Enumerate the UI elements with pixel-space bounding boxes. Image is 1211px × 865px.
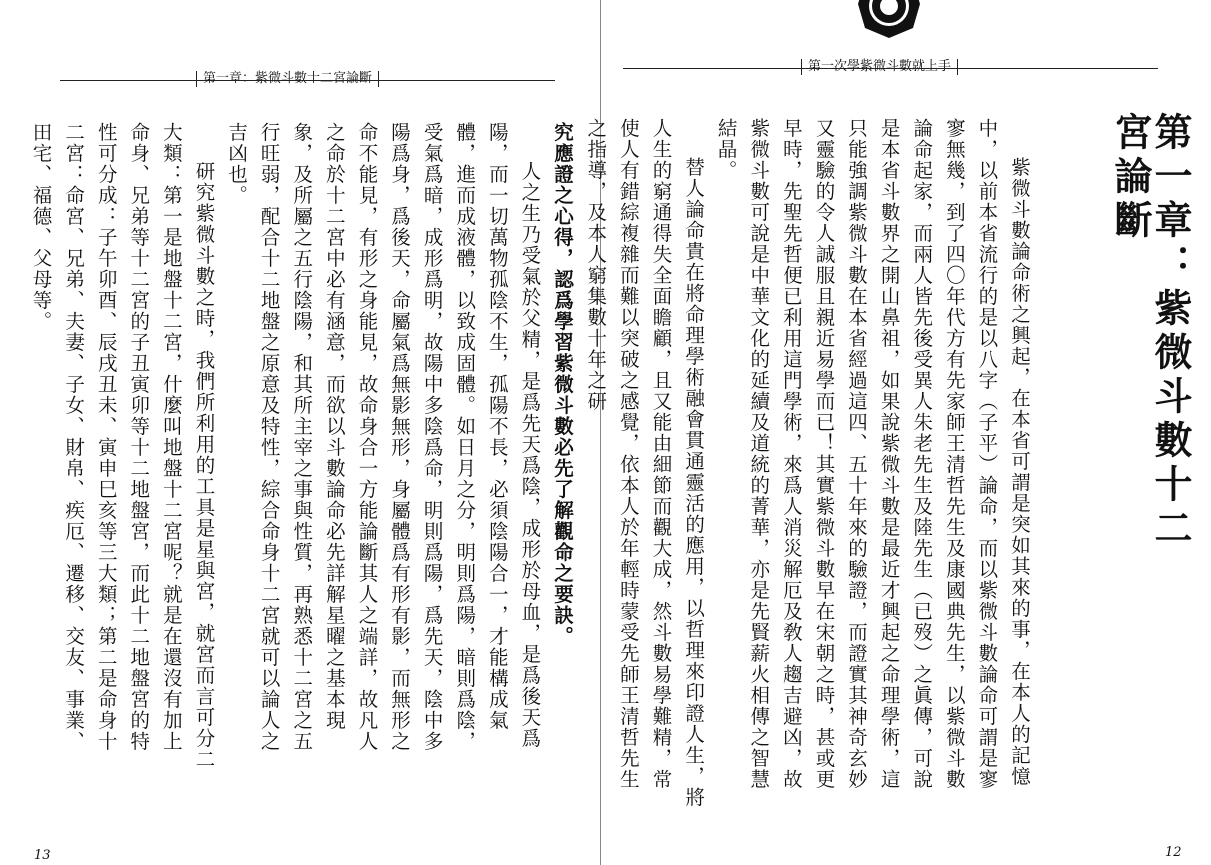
- body-paragraph: 人之生乃受氣於父精，是爲先天爲陰，成形於母血，是爲後天爲陽，而一切萬物孤陰不生，孤陽不長，必須陰陽合一，才能構成氣體，進而成液體，以致成固體。如日月之分，明則爲陽，暗則爲陰，受氣爲暗，成形爲明，故陽中多陰爲命，明則爲陽，爲先天，陰中多陽爲身，爲後天，命屬氣爲無影無形，身屬體爲有形有影，而無形之命不能見，有形之身能見，故命身合一方能論斷其人之端詳，故凡人之命於十二宮中必有涵意，而欲以斗數論命必先詳解星曜之基本現象，及所屬之五行陰陽，和其所主宰之事與性質，再熟悉十二宮之五行旺弱，配合十二地盤之原意及特性，綜合命身十二宮就可以論人之吉凶也。: [225, 122, 542, 752]
- right-page-header: 第一次學紫微斗數就上手: [801, 59, 958, 75]
- left-page-body-text: [29, 122, 578, 772]
- right-page: [584, 0, 1211, 865]
- right-page-frame: [623, 68, 1158, 69]
- page-number: 12: [1165, 845, 1182, 860]
- left-page-header: 第一章：紫微斗數十二宮論斷: [196, 71, 379, 87]
- body-paragraph: 替人論命貴在將命理學術融會貫通靈活的應用，以哲理來印證人生，將人生的窮通得失全面瞻顧，且又能由細節而觀大成，然斗數易學難精，常使人有錯綜複雜而難以突破之感覺，依本人於年輕時蒙受先師王清哲先生之指導，及本人窮集數十年之研: [584, 118, 706, 808]
- left-page-frame: [60, 80, 555, 81]
- body-paragraph: 研究紫微斗數之時，我們所利用的工具是星與宮，就宮而言可分二大類：第一是地盤十二宮，什麼叫地盤十二宮呢？就是在還沒有加上命身、兄弟等十二宮的子丑寅卯等十二地盤宮，而此十二地盤宮的特性可分成：子午卯酉、辰戌丑未、寅申巳亥等三大類；第二是命身十二宮：命宮、兄弟、夫妻、子女、財帛、疾厄、遷移、交友、事業、田宅、福德、父母等。: [29, 122, 216, 770]
- right-page-body-text: [584, 118, 1035, 808]
- chapter-title: 第一章：紫微斗數十二宮論斷: [1108, 112, 1193, 552]
- left-page: [0, 0, 601, 865]
- body-paragraph: 紫微斗數論命術之興起，在本省可謂是突如其來的事，在本人的記憶中，以前本省流行的是以八字（子平）論命，而以紫微斗數論命可謂是寥寥無幾，到了四〇年代方有先家師王清哲先生及康國典先生，以紫微斗數論命起家，而兩人皆先後受異人朱老先生及陸先生（已歿）之眞傳，可說是本省斗數界之開山鼻祖，如果說紫微斗數是最近才興起之命理學術，這只能強調紫微斗數在本省經過這四、五十年來的驗證，而證實其神奇玄妙又靈驗的令人誠服且親近易學而已！其實紫微斗數早在宋朝之時，甚或更早時，先聖先哲便已利用這門學術，來爲人消災解厄及敎人趨吉避凶，故紫微斗數可說是中華文化的延續及道統的菁華，亦是先賢薪火相傳之智慧結晶。: [714, 118, 1031, 790]
- page-number: 13: [34, 848, 51, 863]
- lead-paragraph: 究應證之心得，認爲學習紫微斗數必先了解觀命之要訣。: [551, 122, 574, 647]
- bagua-logo-icon: [858, 0, 920, 38]
